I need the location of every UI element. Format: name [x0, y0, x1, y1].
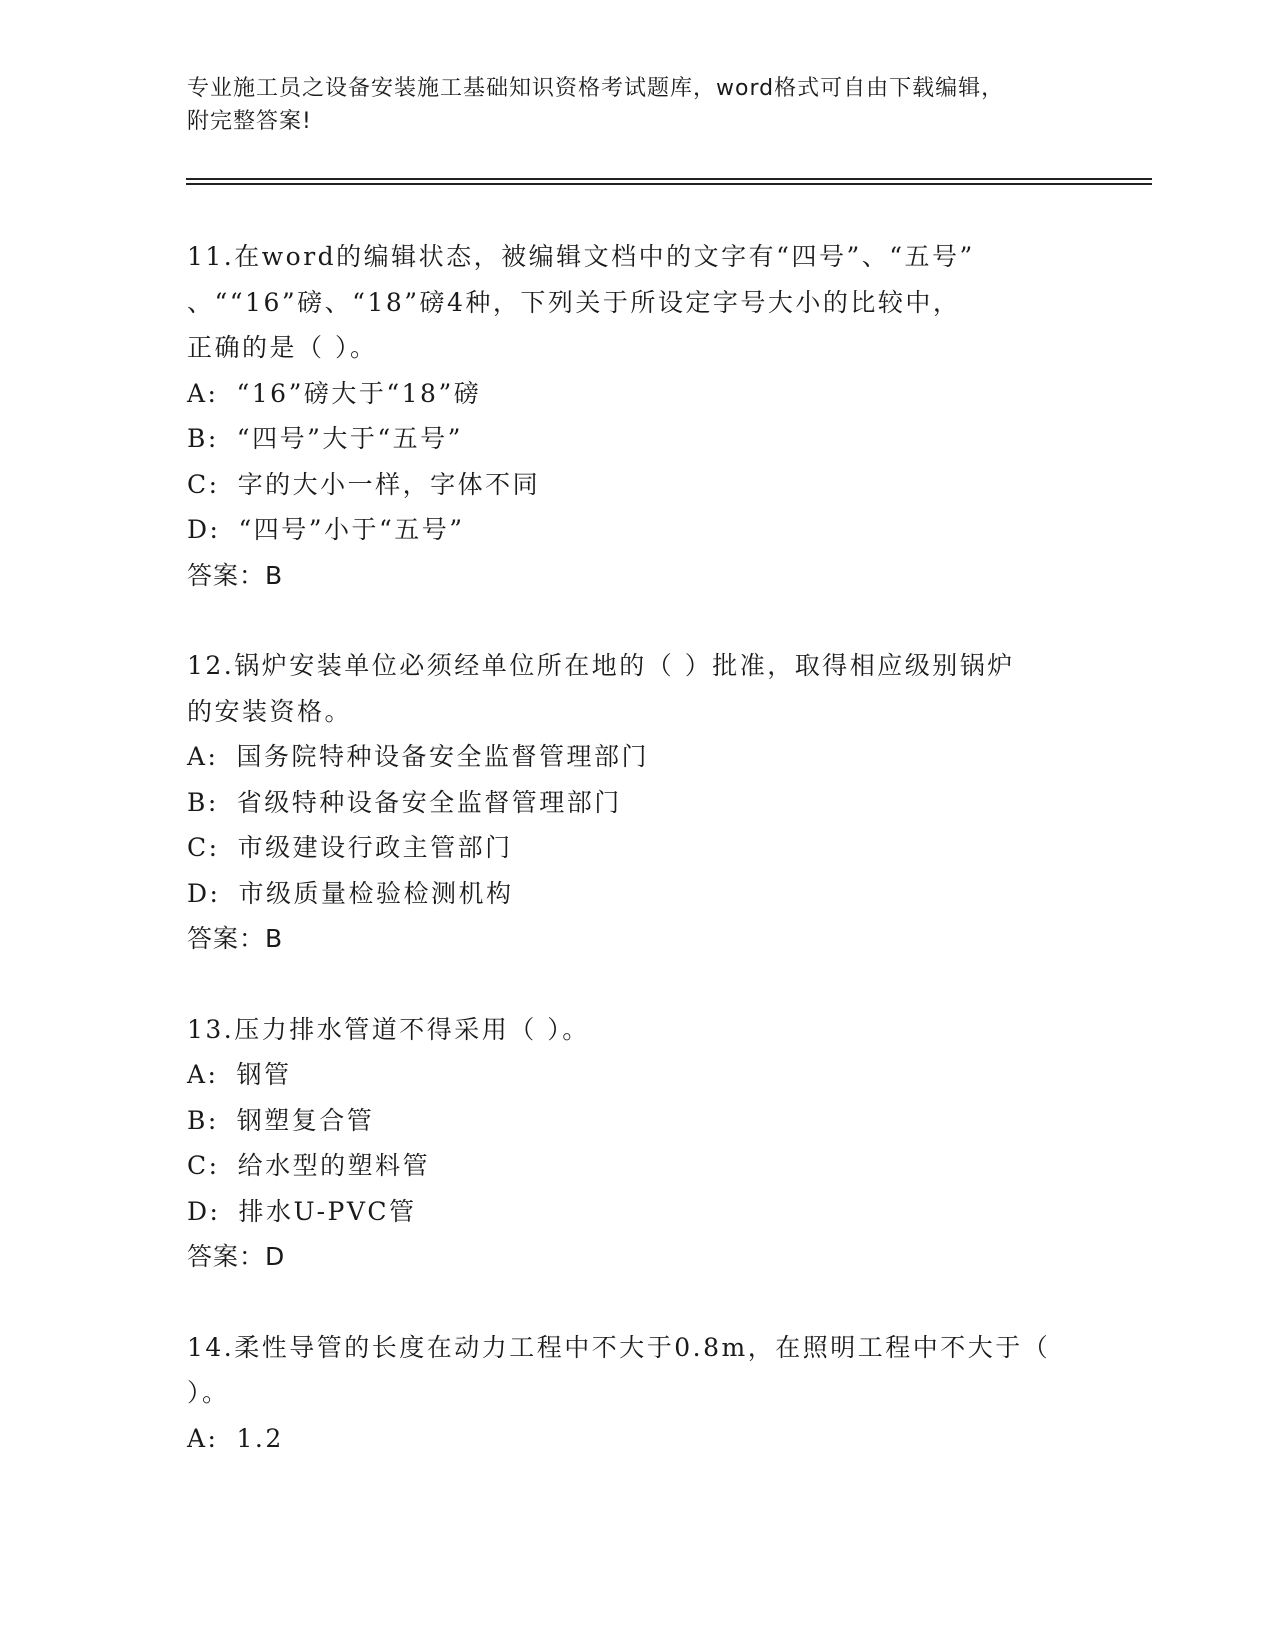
header-line-2: 附完整答案!	[187, 109, 312, 134]
question-12	[187, 643, 1087, 962]
option-d	[187, 871, 1087, 917]
question-13	[187, 1007, 1087, 1280]
document-header	[187, 72, 1067, 138]
question-stem-line: 的安装资格。	[187, 696, 353, 726]
option-text: 1.2	[236, 1423, 284, 1453]
option-text: “四号”大于“五号”	[236, 424, 463, 453]
question-11	[187, 234, 1087, 598]
option-text: 省级特种设备安全监督管理部门	[236, 787, 622, 817]
option-key: B:	[187, 424, 219, 453]
header-rule-top	[186, 178, 1152, 180]
option-text: 市级建设行政主管部门	[237, 833, 513, 862]
option-key: C:	[187, 1151, 220, 1180]
option-text: 国务院特种设备安全监督管理部门	[236, 742, 649, 771]
option-key: A:	[187, 1423, 219, 1453]
option-key: D:	[187, 1196, 221, 1226]
option-b	[187, 416, 1087, 462]
option-a	[187, 734, 1087, 780]
option-c	[187, 462, 1087, 508]
option-key: A:	[187, 742, 219, 771]
option-text: “四号”小于“五号”	[238, 515, 465, 544]
option-key: A:	[187, 1060, 219, 1089]
answer-line: 答案：B	[187, 924, 284, 953]
option-a	[187, 1416, 1087, 1462]
option-text: 钢塑复合管	[236, 1105, 375, 1135]
option-b	[187, 1098, 1087, 1144]
option-d	[187, 1189, 1087, 1235]
option-b	[187, 780, 1087, 826]
option-key: D:	[187, 515, 221, 544]
question-stem-line: 14.柔性导管的长度在动力工程中不大于0.8m，在照明工程中不大于（	[187, 1332, 1051, 1362]
question-stem-line: ）。	[187, 1378, 230, 1407]
option-d	[187, 507, 1087, 553]
answer-line: 答案：D	[187, 1242, 286, 1271]
question-stem-line: 12.锅炉安装单位必须经单位所在地的（ ）批准，取得相应级别锅炉	[187, 651, 1015, 680]
question-stem-line: 、““16”磅、“18”磅4种，下列关于所设定字号大小的比较中，	[187, 287, 961, 317]
option-a	[187, 371, 1087, 417]
option-key: A:	[187, 378, 219, 408]
option-text: 字的大小一样，字体不同	[237, 469, 541, 499]
option-text: 排水U-PVC管	[238, 1196, 417, 1226]
option-text: “16”磅大于“18”磅	[236, 378, 482, 408]
option-text: 钢管	[236, 1060, 292, 1089]
answer-line: 答案：B	[187, 560, 284, 590]
option-a	[187, 1052, 1087, 1098]
option-c	[187, 1143, 1087, 1189]
header-rule-bottom	[186, 183, 1152, 185]
option-key: C:	[187, 469, 220, 499]
question-14	[187, 1325, 1087, 1462]
option-key: D:	[187, 878, 221, 908]
question-stem-line: 13.压力排水管道不得采用（ ）。	[187, 1014, 590, 1044]
option-text: 给水型的塑料管	[237, 1151, 431, 1180]
option-c	[187, 825, 1087, 871]
option-key: C:	[187, 833, 220, 862]
question-stem-line: 11.在word的编辑状态，被编辑文档中的文字有“四号”、“五号”	[187, 242, 975, 271]
option-key: B:	[187, 787, 219, 817]
question-list	[187, 234, 1087, 1506]
option-key: B:	[187, 1105, 219, 1135]
option-text: 市级质量检验检测机构	[238, 878, 514, 908]
header-line-1: 专业施工员之设备安装施工基础知识资格考试题库，word格式可自由下载编辑，	[187, 76, 1005, 101]
question-stem-line: 正确的是（ ）。	[187, 333, 378, 362]
